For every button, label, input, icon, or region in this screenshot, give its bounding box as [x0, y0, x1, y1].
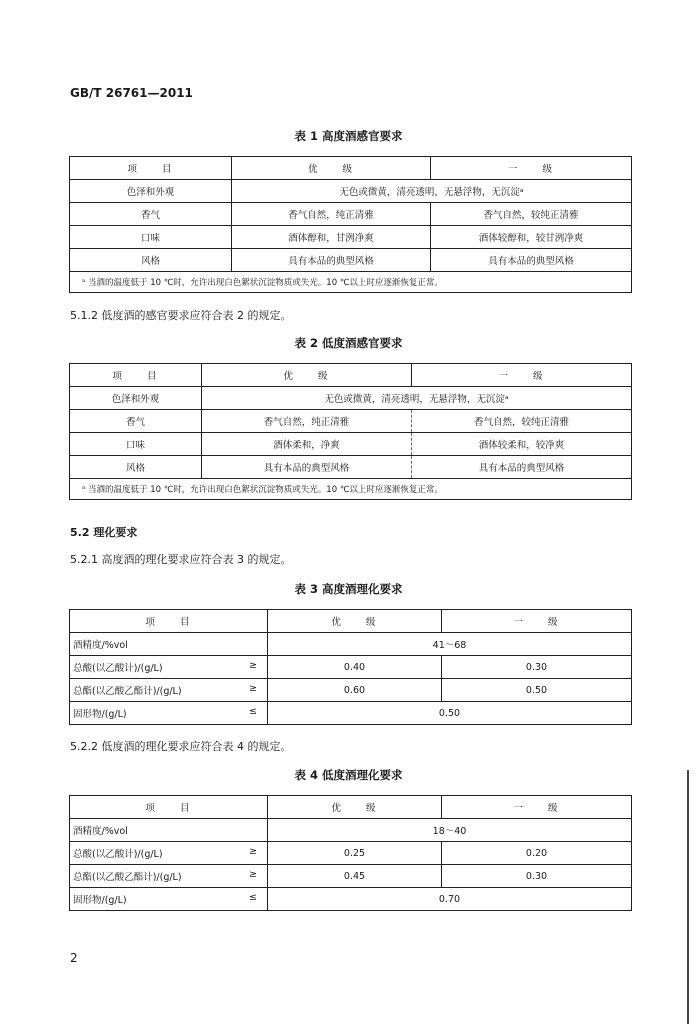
cell-item: 色泽和外观: [70, 180, 232, 203]
table-row: [70, 410, 632, 433]
footnote-row: [70, 272, 632, 293]
header-item: 项 目: [70, 157, 232, 180]
cell-first: 酒体较柔和，较净爽: [412, 433, 632, 456]
header-premium: 优 级: [268, 796, 442, 819]
table2: [69, 363, 632, 500]
header-first: 一 级: [412, 364, 632, 387]
cell-first: 具有本品的典型风格: [412, 456, 632, 479]
item-label: 固形物/(g/L): [73, 895, 127, 906]
table4-caption: 表 4 低度酒理化要求: [294, 768, 403, 782]
cell-first: 香气自然，较纯正清雅: [431, 203, 632, 226]
footnote-row: [70, 479, 632, 500]
item-label: 总酯(以乙酸乙酯计)/(g/L): [73, 686, 182, 697]
header-first: 一 级: [442, 610, 632, 633]
cell-merged: 41～68: [268, 633, 632, 656]
table-row: [70, 633, 632, 656]
header-premium: 优 级: [232, 157, 431, 180]
clause-5-2-1: 5.2.1 高度酒的理化要求应符合表 3 的规定。: [70, 553, 292, 566]
cell-item: [70, 633, 268, 656]
cell-item: [70, 865, 268, 888]
header-premium: 优 级: [268, 610, 442, 633]
cell-item: [70, 888, 268, 911]
cell-first: 0.50: [442, 679, 632, 702]
table1-footnote: ᵃ 当酒的温度低于 10 ℃时，允许出现白色絮状沉淀物质或失光。10 ℃以上时应逐渐恢复正常。: [70, 272, 632, 293]
cell-first: 0.30: [442, 656, 632, 679]
header-item: 项 目: [70, 796, 268, 819]
table-row: [70, 865, 632, 888]
header-premium: 优 级: [202, 364, 412, 387]
table1-caption: 表 1 高度酒感官要求: [294, 129, 403, 143]
cell-merged: 无色或微黄，清亮透明，无悬浮物，无沉淀ᵃ: [202, 387, 632, 410]
table-row: [70, 456, 632, 479]
cell-premium: 具有本品的典型风格: [232, 249, 431, 272]
item-label: 总酸(以乙酸计)/(g/L): [73, 663, 163, 674]
item-label: 总酯(以乙酸乙酯计)/(g/L): [73, 872, 182, 883]
table-row: [70, 433, 632, 456]
cell-item: [70, 679, 268, 702]
cell-item: 色泽和外观: [70, 387, 202, 410]
cell-first: 0.20: [442, 842, 632, 865]
cell-premium: 0.25: [268, 842, 442, 865]
comparison-operator: ≤: [249, 892, 257, 903]
clause-5-2-2: 5.2.2 低度酒的理化要求应符合表 4 的规定。: [70, 740, 292, 753]
comparison-operator: ≥: [249, 660, 257, 671]
cell-premium: 香气自然，纯正清雅: [232, 203, 431, 226]
table-row: [70, 387, 632, 410]
table-header-row: [70, 796, 632, 819]
cell-first: 0.30: [442, 865, 632, 888]
table-header-row: [70, 610, 632, 633]
header-first: 一 级: [431, 157, 632, 180]
scan-edge-line: [687, 770, 689, 1024]
cell-first: 香气自然，较纯正清雅: [412, 410, 632, 433]
cell-item: [70, 819, 268, 842]
table3-caption: 表 3 高度酒理化要求: [294, 582, 403, 596]
cell-premium: 香气自然，纯正清雅: [202, 410, 412, 433]
item-label: 酒精度/%vol: [73, 826, 128, 837]
cell-item: 口味: [70, 226, 232, 249]
cell-premium: 0.45: [268, 865, 442, 888]
comparison-operator: ≥: [249, 869, 257, 880]
comparison-operator: ≥: [249, 846, 257, 857]
table-row: [70, 679, 632, 702]
table-row: [70, 180, 632, 203]
table-header-row: [70, 364, 632, 387]
cell-first: 具有本品的典型风格: [431, 249, 632, 272]
page-number: 2: [70, 951, 78, 965]
cell-premium: 0.40: [268, 656, 442, 679]
cell-first: 酒体较醇和，较甘洌净爽: [431, 226, 632, 249]
item-label: 酒精度/%vol: [73, 640, 128, 651]
table-row: [70, 656, 632, 679]
section-5-2-heading: 5.2 理化要求: [70, 526, 138, 539]
cell-item: 口味: [70, 433, 202, 456]
table-row: [70, 842, 632, 865]
cell-item: 香气: [70, 410, 202, 433]
table4: [69, 795, 632, 911]
cell-item: [70, 656, 268, 679]
cell-item: 香气: [70, 203, 232, 226]
cell-merged: 0.70: [268, 888, 632, 911]
table-row: [70, 702, 632, 725]
cell-premium: 酒体醇和，甘洌净爽: [232, 226, 431, 249]
cell-merged: 无色或微黄，清亮透明，无悬浮物，无沉淀ᵃ: [232, 180, 632, 203]
cell-item: 风格: [70, 456, 202, 479]
table2-footnote: ᵃ 当酒的温度低于 10 ℃时，允许出现白色絮状沉淀物质或失光。10 ℃以上时应逐渐恢复正常。: [70, 479, 632, 500]
item-label: 总酸(以乙酸计)/(g/L): [73, 849, 163, 860]
comparison-operator: ≥: [249, 683, 257, 694]
table-row: [70, 888, 632, 911]
header-first: 一 级: [442, 796, 632, 819]
table-row: [70, 819, 632, 842]
table-row: [70, 226, 632, 249]
standard-code: GB/T 26761—2011: [70, 86, 193, 100]
table-row: [70, 203, 632, 226]
header-item: 项 目: [70, 364, 202, 387]
cell-merged: 18～40: [268, 819, 632, 842]
table2-caption: 表 2 低度酒感官要求: [294, 336, 403, 350]
table-row: [70, 249, 632, 272]
cell-premium: 酒体柔和，净爽: [202, 433, 412, 456]
clause-5-1-2: 5.1.2 低度酒的感官要求应符合表 2 的规定。: [70, 309, 292, 322]
cell-item: [70, 842, 268, 865]
cell-premium: 具有本品的典型风格: [202, 456, 412, 479]
cell-premium: 0.60: [268, 679, 442, 702]
table1: [69, 156, 632, 293]
item-label: 固形物/(g/L): [73, 709, 127, 720]
cell-item: [70, 702, 268, 725]
table-header-row: [70, 157, 632, 180]
cell-item: 风格: [70, 249, 232, 272]
cell-merged: 0.50: [268, 702, 632, 725]
table3: [69, 609, 632, 725]
header-item: 项 目: [70, 610, 268, 633]
comparison-operator: ≤: [249, 706, 257, 717]
